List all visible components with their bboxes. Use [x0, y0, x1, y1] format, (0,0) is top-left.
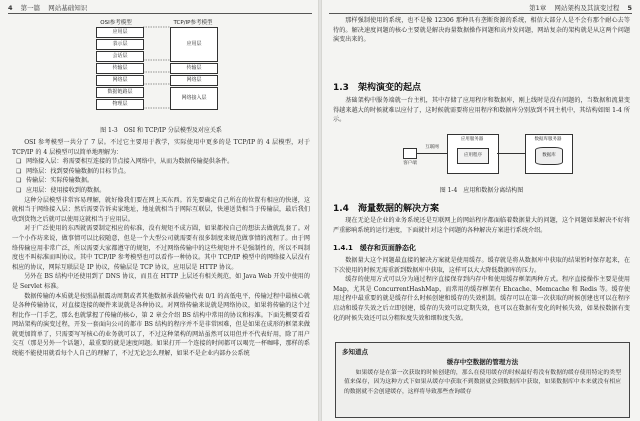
- osi-layer: 表示层: [96, 39, 144, 50]
- page-number: 4: [8, 4, 13, 12]
- paragraph: 那样强制使用的系统，也不是像 12306 那种具有垄断资源的系统，相信大部分人是不会有那个耐心去等待的。解决速度问题的核心主要就是解决海量数据操作问题和高并发问题，网站复杂的架构就是从这两个问题演变出来的。: [333, 17, 630, 44]
- app-db-link: [497, 153, 525, 154]
- tcpip-layer: 应用层: [170, 27, 218, 62]
- chapter-label: 网站基础知识: [48, 4, 88, 12]
- subsection-heading-1-4-1: 1.4.1 缓存和页面静态化: [333, 244, 416, 252]
- osi-title: OSI参考模型: [100, 20, 132, 26]
- left-page-header: [8, 3, 312, 14]
- layer-mapping-lines: [84, 18, 224, 118]
- client-label: 客户端: [403, 161, 417, 166]
- paragraph: 另外在 BS 结构中还使用到了 DNS 协议，而且在 HTTP 上层还有相关规范，如 Java Web 开发中使用的是 Servlet 标准。: [12, 273, 310, 290]
- chapter-number: 第1章: [529, 4, 547, 12]
- tcpip-layer: 网络接入层: [170, 87, 218, 110]
- figure-app-db-separation: [403, 132, 573, 182]
- page-number: 5: [627, 4, 632, 12]
- part-label: 第一篇: [20, 4, 41, 12]
- note-text: 如果缓存是在第一次获取的时候创建的，那么在使用缓存的时候最好将没有数据的缓存使用特定的类型值来保存，因为这种方式下如果从缓存中获取不到数据就会到数据库中获取，如果数据库中本来就没有相应的数据就不会创建缓存，这样将导致那些查询缓存: [344, 370, 621, 395]
- figure-osi-tcpip: [84, 18, 224, 118]
- bullet-item: ❑ 网络接入层：将需要相互连接的节点接入网络中，从而为数据传输提供条件。: [12, 157, 310, 167]
- client-icon: [403, 148, 417, 159]
- osi-layer: 网络层: [96, 75, 144, 86]
- bullet-item: ❑ 应用层：使用接收到的数据。: [12, 186, 310, 196]
- figure-caption: 图 1-4 应用和数据分离结构图: [439, 187, 524, 194]
- right-body-13: [333, 96, 630, 125]
- osi-layer: 应用层: [96, 27, 144, 38]
- right-body-14: [333, 216, 630, 235]
- internet-link: [417, 153, 447, 154]
- osi-layer: 传输层: [96, 63, 144, 74]
- right-page-header: [329, 3, 632, 14]
- section-heading-1-3: 1.3 架构演变的起点: [333, 83, 421, 93]
- osi-layer: 会话层: [96, 51, 144, 62]
- note-title: 缓存中空数据的管理方法: [446, 358, 519, 366]
- paragraph: 现在无论是企业的业务系统还是互联网上的网站程序都面临着数据量大的问题，这个问题如果解决不好将严重影响系统的运行速度，下面就针对这个问题的各种解决方案进行系统介绍。: [333, 217, 630, 234]
- bullet-item: ❑ 传输层：实际传输数据。: [12, 176, 310, 186]
- paragraph: OSI 参考模型一共分了 7 层。不过它主要用于教学，实际使用中更多的是 TCP/IP 的 4 层模型，对于 TCP/IP 的 4 层模型可以简单地理解为：: [12, 139, 310, 156]
- right-body-141: [333, 256, 630, 323]
- app-box: 应用程序: [457, 148, 489, 164]
- note-tag: 多知道点: [342, 348, 368, 356]
- database-icon: 数据库: [535, 147, 563, 165]
- db-server-label: 数据库服务器: [534, 137, 562, 142]
- paragraph: 数据量大这个问题最直接的解决方案就是使用缓存。缓存就是将从数据库中获取的结果暂时保存起来，在下次使用的时候无需重新到数据库中获取，这样可以大大降低数据库的压力。: [333, 257, 630, 274]
- osi-layer: 物理层: [96, 99, 144, 110]
- note-box: [335, 342, 630, 418]
- tcpip-title: TCP/IP参考模型: [173, 20, 213, 26]
- left-body-text: [12, 138, 310, 359]
- tcpip-layer: 网络层: [170, 75, 218, 86]
- bullet-item: ❑ 网络层：找到要传输数据的目标节点。: [12, 167, 310, 177]
- internet-label: 互联网: [425, 145, 439, 150]
- figure-caption: 图 1-3 OSI 和 TCP/IP 分层模型及对应关系: [100, 127, 222, 134]
- paragraph: 数据传输的本质就是按照晶振震动周期或者其他数据承载传输代表 0/1 的高低电平，传输过程中最核心就是各种传输协议，对直接连接的硬件来说就是各种协议。对网络传输来说就是网络协议，如果将传输的这个过程比作一门手艺，那么也就掌握了传输的核心，第 2 章会介绍 BS 结构中常用的协议和标准。下面先概要看看网站架构的演变过程，开发一套面向公司的都市 BS 结构的程序并不是非常困难，但是如果在成形的框架来做就更加简单了，只需要写写核心的业务就可以了，不过这种架构的网站虽然可以用但并不代表好用，除了用户交互（那是另外一个话题），最重要的就是速度问题。如果打开一个连接的时间都可以喝完一杯咖啡，那样的系统能不能使用就看每个人自己的理解了，不过无论怎么理解，如果不是企业内部办公系统: [12, 292, 310, 358]
- osi-layer: 数据链路层: [96, 87, 144, 98]
- tcpip-layer: 传输层: [170, 63, 218, 74]
- section-heading-1-4: 1.4 海量数据的解决方案: [333, 204, 439, 214]
- right-body-top: [333, 16, 630, 45]
- paragraph: 这种分层模型非常容易理解，就好像我们要在网上买东西。首先要确定自己所在的位置有相应的快递，这就相当于网络接入层；然后需要告诉卖家地址，地址就相当于网际互联层，快递送货相当于传输层，最后我们收到货物之后就可以使用这就相当于应用层。: [12, 196, 310, 223]
- paragraph: 缓存的使用方式可以分为通过程序直接保存到内存中和使用缓存框架两种方式。程序直接操作主要是使用 Map，尤其是 ConcurrentHashMap，而常用的缓存框架有 Ehcache、Memcache 和 Redis 等。缓存使用过程中最重要的就是缓存什么时候创建和缓存的失效机制。缓存可以在第一次获取的时候创建也可以在程序启动和缓存失效之后立即创建，缓存的失效可以定期失效，也可以在数据有变化的时候失效，如果按数据有变化的时候失效还可以分粗粒度失效和细粒度失效。: [333, 276, 630, 322]
- paragraph: 基础架构中服务端就一台主机，其中存储了应用程序和数据库，刚上线时是没有问题的，当数据和流量变得越来越大的时候就难以应付了，这时候就需要将应用程序和数据库分别放到不同主机中，其结构如图 1-4 所示。: [333, 97, 630, 124]
- right-page: [321, 0, 640, 421]
- chapter-title: 网站架构及其演变过程: [554, 4, 620, 12]
- paragraph: 对于广泛使用的东西就需要制定相应的标准，没有规矩不成方圆，如果都按自己的想法去做就乱套了。对一个小作坊来说，做事情可以比较随意，但是一个大型公司就需要有很多制度来规范做事情的流程了。由于网络传输应用非常广泛，所以需要大家都遵守的规矩，不过网络传输中的这些规矩并不是强制性的，所以不叫制度也不叫标准而叫协议。其中 TCP/IP 参考模型也可以看作一种协议。其中 TCP/IP 模型中的网络接入层没有相应的协议，网际互联层是 IP 协议，传输层是 TCP 协议，应用层是 HTTP 协议。: [12, 225, 310, 271]
- app-server-label: 应用服务器: [460, 137, 484, 142]
